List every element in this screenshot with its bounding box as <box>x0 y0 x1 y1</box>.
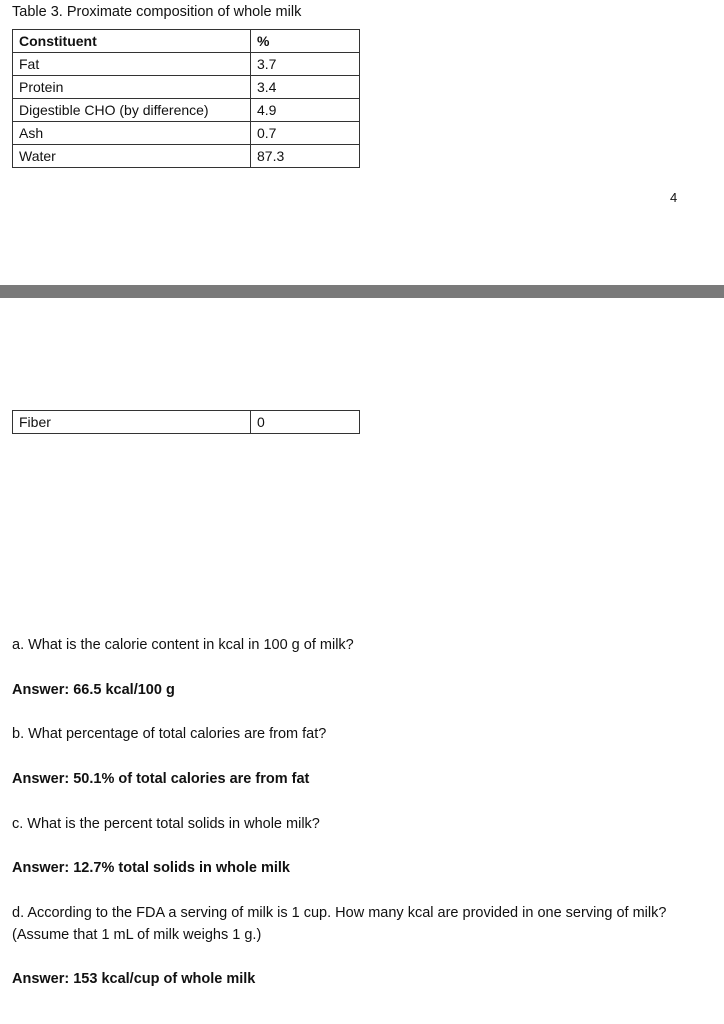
percent-cell: 3.7 <box>251 53 360 76</box>
table-row <box>13 122 360 145</box>
question-a: a. What is the calorie content in kcal in 100 g of milk? <box>12 637 354 653</box>
question-d: d. According to the FDA a serving of milk is 1 cup. How many kcal are provided in one serving of milk? (Assume that 1 mL of milk weighs 1 g.) <box>12 905 667 943</box>
percent-cell: 0.7 <box>251 122 360 145</box>
table-row <box>13 76 360 99</box>
answer-b: Answer: 50.1% of total calories are from fat <box>12 771 310 787</box>
percent-cell: 87.3 <box>251 145 360 168</box>
table-header-row <box>13 30 360 53</box>
table-row <box>13 411 360 434</box>
answer-c: Answer: 12.7% total solids in whole milk <box>12 860 290 876</box>
question-b: b. What percentage of total calories are from fat? <box>12 726 327 742</box>
constituent-cell: Ash <box>13 122 251 145</box>
percent-cell: 0 <box>251 411 360 434</box>
constituent-cell: Fiber <box>13 411 251 434</box>
page-number: 4 <box>670 190 678 205</box>
header-constituent: Constituent <box>13 30 251 53</box>
constituent-cell: Water <box>13 145 251 168</box>
table-row <box>13 99 360 122</box>
page-break-divider <box>0 285 724 298</box>
answer-d: Answer: 153 kcal/cup of whole milk <box>12 971 256 987</box>
composition-table <box>12 29 360 168</box>
table-row <box>13 145 360 168</box>
header-percent: % <box>251 30 360 53</box>
percent-cell: 4.9 <box>251 99 360 122</box>
percent-cell: 3.4 <box>251 76 360 99</box>
question-c: c. What is the percent total solids in whole milk? <box>12 816 320 832</box>
constituent-cell: Protein <box>13 76 251 99</box>
table-row <box>13 53 360 76</box>
answer-a: Answer: 66.5 kcal/100 g <box>12 682 175 698</box>
continued-table <box>12 410 360 434</box>
table-caption: Table 3. Proximate composition of whole milk <box>12 4 302 20</box>
constituent-cell: Digestible CHO (by difference) <box>13 99 251 122</box>
constituent-cell: Fat <box>13 53 251 76</box>
